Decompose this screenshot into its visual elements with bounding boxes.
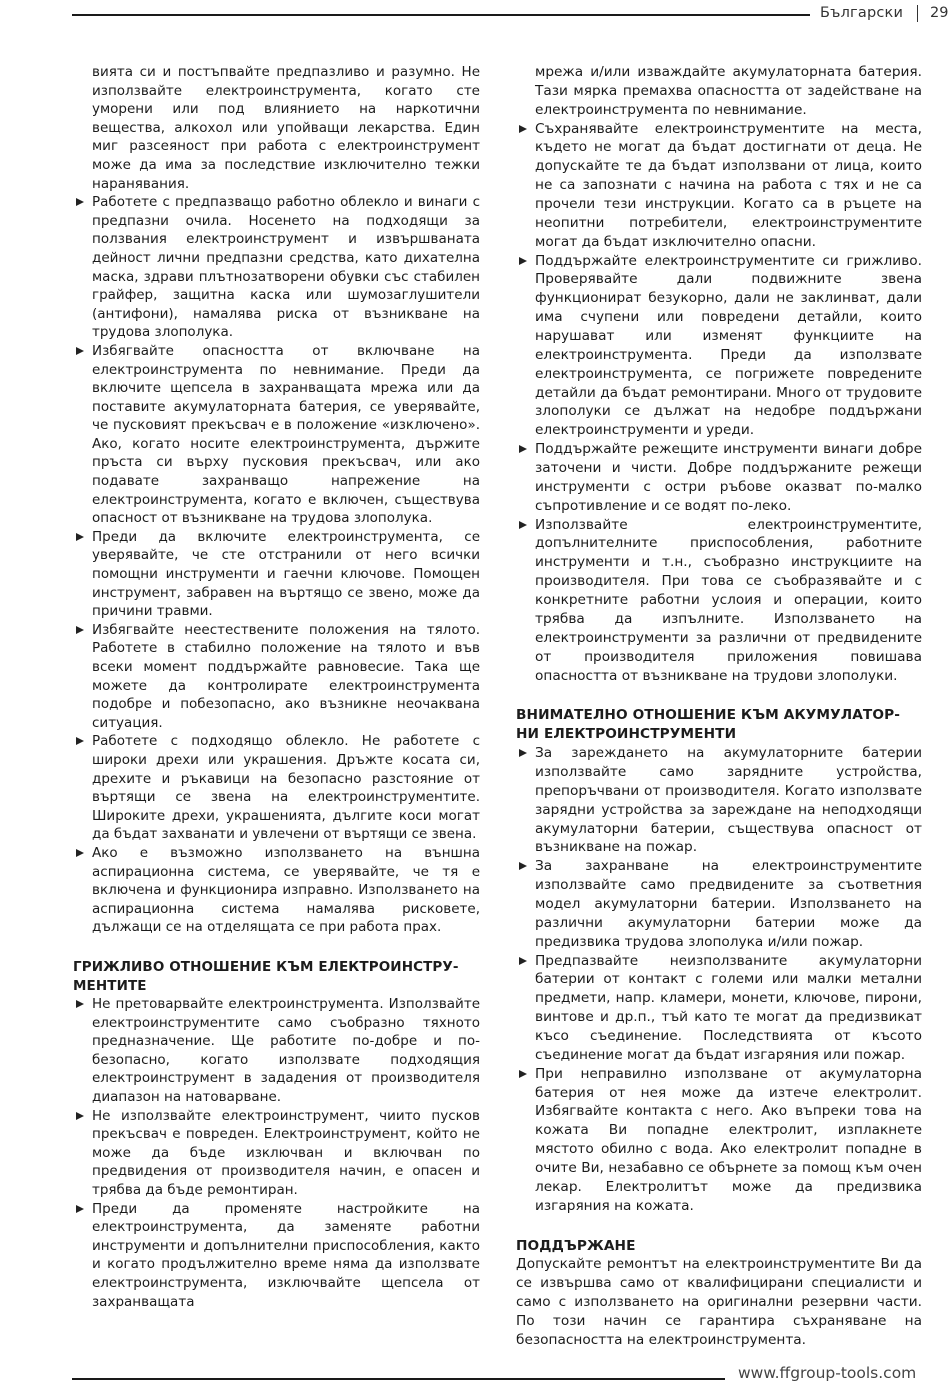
list-item-text: Избягвайте опасността от включване на електроинструмента по невнимание. Преди да включите щепсела в захранващата мрежа или да поставите акумулаторната батерия, се уверявайте, че пусковият прекъсвач е в положение «изключено». Ако, когато носите електроинструмента, държите пръста си върху пусковия прекъсвач, или ако подавате захранващо напрежение на електроинструмента, когато е включен, съществува опасност от възникване на трудова злополука. <box>92 342 480 527</box>
list-item-text: Работете с подходящо облекло. Не работете с широки дрехи или украшения. Дръжте косата си, дрехите и ръкавици на безопасно разстояние от въртящи се звена на електроинструментите. Широките дрехи, украшенията, дългите коси могат да бъдат захванати и увлечени от въртящи се звена. <box>92 733 480 843</box>
list-item <box>516 952 922 1065</box>
list-item-text: Не претоварвайте електроинструмента. Използвайте електроинструментите само съобразно тяхното предназначение. Ще работите по-добре и по-безопасно, когато използвате подходящия електроинструмент в зададения от производителя диапазон на натоварване. <box>92 996 480 1106</box>
continuation-paragraph: вията си и постъпвайте предпазливо и разумно. Не използвайте електроинструмента, когато сте уморени или под влиянието на наркотични вещества, алкохол или упойващи лекарства. Един миг разсеяност при работа с електроинструмент може да има за последствие изключително тежки наранявания. <box>92 64 480 192</box>
bullet-icon <box>76 1112 84 1120</box>
list-item <box>73 342 480 528</box>
list-item <box>516 516 922 686</box>
list-item <box>73 1200 480 1312</box>
list-item-text: За зареждането на акумулаторните батерии използвайте само зарядните устройства, препоръчвани от производителя. Когато използвате зарядни устройства за зареждане на неподходящи акумулаторни батерии, съществува опасност от възникване на пожар. <box>535 745 922 856</box>
bullet-icon <box>76 737 84 745</box>
footer-rule <box>72 1378 725 1380</box>
list-item-text: Предпазвайте неизползваните акумулаторни батерии от контакт с големи или малки метални предмети, напр. кламери, монети, ключове, пирони, винтове и др.п., тъй като те могат да предизвикат късо съединение. Последствията от късото съединение могат да бъдат изгаряния или пожар. <box>535 952 922 1063</box>
bullet-icon <box>76 1205 84 1213</box>
list-item-text: При неправилно използване от акумулаторна батерия от нея може да изтече електролит. Избягвайте контакта с него. Ако въпреки това на кожата Ви попадне електролит, изплакнете мястото обилно с вода. Ако електролит попадне в очите Ви, незабавно се обърнете за помощ към очен лекар. Електролитът може да предизвика изгаряния на кожата. <box>535 1065 922 1214</box>
list-item <box>516 252 922 441</box>
list-item <box>73 528 480 621</box>
bullet-icon <box>76 347 84 355</box>
left-column <box>73 63 480 1311</box>
list-item-text: Работете с предпазващо работно облекло и винаги с предпазни очила. Носенето на подходящи за ползвания електроинструмент и извършваната дейност лични предпазни средства, като дихателна маска, здрави плътнозатворени обувки със стабилен грайфер, защитна каска или шумозаглушители (антифони), намалява риска от възникване на трудова злополука. <box>92 194 480 341</box>
list-item <box>73 844 480 937</box>
section-heading-tool-care: ГРИЖЛИВО ОТНОШЕНИЕ КЪМ ЕЛЕКТРОИНСТРУ-МЕНТИТЕ <box>73 958 459 994</box>
bullet-icon <box>519 521 527 529</box>
list-item <box>516 1065 922 1216</box>
bullet-icon <box>519 1070 527 1078</box>
list-item <box>516 744 922 857</box>
bullet-icon <box>519 257 527 265</box>
list-item-text: Ако е възможно използването на външна аспирационна система, се уверявайте, че тя е включена и функционира изправно. Използването на аспирационна система намалява рисковете, дължащи се на отделящата се при работа прах. <box>92 844 480 936</box>
bullet-icon <box>519 957 527 965</box>
bullet-icon <box>76 1000 84 1008</box>
list-item-text: Поддържайте режещите инструменти винаги добре заточени и чисти. Добре поддържаните режещи инструменти с остри ръбове оказват по-малко съпротивление и се водят по-леко. <box>535 441 922 514</box>
list-item-text: За захранване на електроинструментите използвайте само предвидените за съответния модел акумулаторни батерии. Използването на различни акумулаторни батерии може да предизвика трудова злополука и/или пожар. <box>535 858 922 950</box>
bullet-icon <box>76 533 84 541</box>
footer-url: www.ffgroup-tools.com <box>738 1364 917 1382</box>
list-item-text: Избягвайте неестествените положения на тялото. Работете в стабилно положение на тялото и във всеки момент поддържайте равновесие. Така ще можете да контролирате електроинструмента подобре и побезопасно, ако възникне неочаквана ситуация. <box>92 621 480 731</box>
continuation-paragraph: мрежа и/или изваждайте акумулаторната батерия. Тази мярка премахва опасността от задействане на електроинструмента по невнимание. <box>535 64 922 118</box>
section-heading-service: ПОДДЪРЖАНЕ <box>516 1237 636 1254</box>
bullet-icon <box>76 198 84 206</box>
bullet-icon <box>519 749 527 757</box>
list-item-text: Преди да включите електроинструмента, се уверявайте, че сте отстранили от него всички помощни инструменти и гаечни ключове. Помощен инструмент, забравен на въртящо се звено, може да причини травми. <box>92 528 480 620</box>
list-item-text: Използвайте електроинструментите, допълнителните приспособления, работните инструменти и т.н., съобразно инструкциите на производителя. При това се съобразявайте и с конкретните работни услоия и операции, които трябва да изпълните. Използването на електроинструменти за различни от предвидените от производителя приложения повишава опасността от възникване на трудови злополуки. <box>535 516 922 684</box>
list-item-text: Преди да променяте настройките на електроинструмента, да заменяте работни инструменти и допълнителни приспособления, както и когато продължително време няма да използвате електроинструмента, изключвайте щепсела от захранващата <box>92 1200 480 1310</box>
list-item <box>73 193 480 342</box>
header-language: Български <box>820 5 904 21</box>
list-item <box>73 995 480 1107</box>
list-item <box>516 120 922 252</box>
header-separator <box>917 5 918 22</box>
bullet-icon <box>519 445 527 453</box>
list-item <box>73 732 480 844</box>
list-item <box>73 621 480 733</box>
list-item-text: Съхранявайте електроинструментите на места, където не могат да бъдат достигнати от деца. Не допускайте те да бъдат използвани от лица, които не са запознати с начина на работа с тях и не са прочели тези инструкции. Когато са в ръцете на неопитни потребители, електроинструментите могат да бъдат изключително опасни. <box>535 120 922 250</box>
section-heading-battery-care: ВНИМАТЕЛНО ОТНОШЕНИЕ КЪМ АКУМУЛАТОР-НИ ЕЛЕКТРОИНСТРУМЕНТИ <box>516 707 901 743</box>
service-paragraph: Допускайте ремонтът на електроинструментите Ви да се извършва само от квалифицирани специалисти и само с използването на оригинални резервни части. По този начин се гарантира съхраняване на безопасността на електроинструмента. <box>516 1256 922 1348</box>
list-item <box>516 440 922 515</box>
list-item-text: Поддържайте електроинструментите си грижливо. Проверявайте дали подвижните звена функционират безукорно, дали не заклинват, дали има счупени или повредени детайли, които нарушават или изменят функциите на електроинструмента. Преди да използвате електроинструмента, се погрижете повредените детайли да бъдат ремонтирани. Много от трудовите злополуки се дължат на недобре поддържани електроинструменти и уреди. <box>535 252 922 439</box>
bullet-icon <box>76 849 84 857</box>
list-item <box>73 1107 480 1200</box>
list-item <box>516 857 922 951</box>
page-number: 29 <box>930 5 949 21</box>
header-rule <box>72 14 810 16</box>
right-column <box>516 63 922 1350</box>
bullet-icon <box>519 125 527 133</box>
bullet-icon <box>519 862 527 870</box>
list-item-text: Не използвайте електроинструмент, чиито пусков прекъсвач е повреден. Електроинструмент, който не може да бъде изключван и включван по предвидения от производителя начин, е опасен и трябва да бъде ремонтиран. <box>92 1107 480 1199</box>
bullet-icon <box>76 626 84 634</box>
